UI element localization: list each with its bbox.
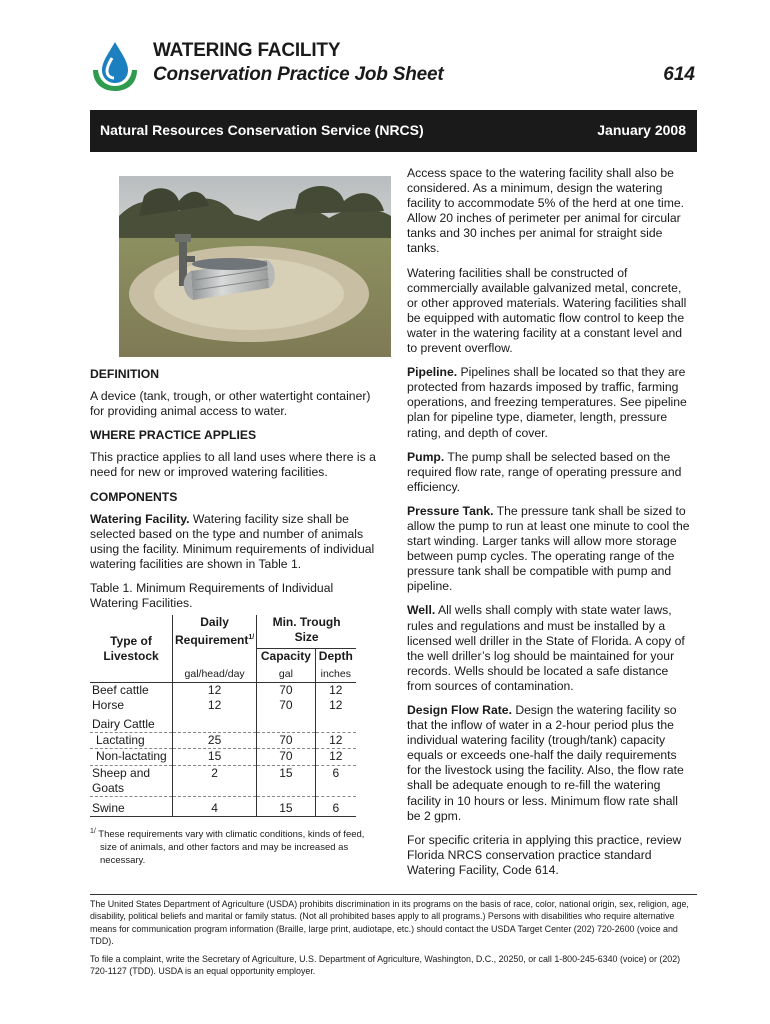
column-header-type: Type of Livestock — [103, 633, 159, 663]
watering-facility-paragraph — [90, 512, 380, 572]
table-row: Swine 4 15 6 — [90, 796, 356, 816]
design-flow-text: Design the watering facility so that the inflow of water in a 2-hour period plus the individual watering facility (trough/tank) capacity equals or exceeds one-half the daily requirements for the livestock using the facility. Also, the flow rate shall be adequate enough to re-fill the watering facility in 10 hours or less. Minimum flow rate shall be 2 gpm. — [407, 703, 684, 823]
page-title: WATERING FACILITY — [153, 40, 341, 61]
page-subtitle: Conservation Practice Job Sheet — [153, 64, 444, 85]
footnote-marker: 1/ — [248, 634, 255, 642]
practice-code: 614 — [663, 64, 695, 85]
pump-lead: Pump. — [407, 449, 445, 464]
pipeline-text: Pipelines shall be located so that they are protected from hazards imposed by traffic, farming operations, and freezing temperatures. See pipeline plan for pipeline type, diameter, length, pressure rating, and depth of cover. — [407, 365, 687, 440]
agency-name: Natural Resources Conservation Service (NRCS) — [100, 122, 424, 138]
nondiscrimination-statement: The United States Department of Agriculture (USDA) prohibits discrimination in its programs on the basis of race, color, national origin, sex, religion, age, disability, political beliefs and marital or family status. (Not all prohibited bases apply to all programs.) Persons with disabilities who require alternative means for communication program information (Braille, large print, audiotape, etc.) should contact the USDA Target Center (202) 720-2600 (voice and TDD). — [90, 899, 689, 947]
well-paragraph — [407, 603, 692, 694]
pipeline-paragraph — [407, 365, 692, 440]
publication-date: January 2008 — [597, 122, 686, 138]
where-practice-applies-text: This practice applies to all land uses where there is a need for new or improved watering facilities. — [90, 450, 376, 480]
watering-facility-text: Watering facility size shall be selected based on the type and number of animals using the facility. Minimum requirements of individual watering facilities are shown in Table 1. — [90, 511, 375, 571]
right-column — [407, 166, 692, 887]
agency-banner — [90, 110, 697, 152]
column-header-daily — [173, 615, 257, 648]
well-text: All wells shall comply with state water laws, rules and regulations and must be installed by a licensed well driller in the State of Florida. A copy of the well driller’s log should be maintained for your records. Wells should be located a safe distance from sources of contamination. — [407, 603, 685, 693]
pressure-tank-lead: Pressure Tank. — [407, 503, 494, 518]
pump-text: The pump shall be selected based on the required flow rate, range of operating pressure and efficiency. — [407, 449, 682, 494]
pump-paragraph — [407, 450, 692, 495]
unit-daily: gal/head/day — [173, 664, 257, 683]
where-practice-applies-heading: WHERE PRACTICE APPLIES — [90, 428, 257, 443]
design-flow-paragraph — [407, 703, 692, 824]
pressure-tank-text: The pressure tank shall be sized to allow the pump to run at least one minute to cool the start winding. Larger tanks will allow more storage between pump cycles. The operating range of the pressure tank shall be compatible with pump and pipeline. — [407, 503, 690, 594]
column-header-trough: Min. Trough Size — [257, 615, 356, 648]
well-lead: Well. — [407, 603, 436, 618]
components-heading: COMPONENTS — [90, 489, 178, 504]
unit-depth: inches — [315, 664, 356, 683]
table-row: Non-lactating 15 70 12 — [90, 749, 356, 765]
definition-heading: DEFINITION — [90, 367, 160, 381]
daily-requirement-label: Daily Requirement — [175, 615, 249, 648]
left-column — [90, 367, 380, 867]
pipeline-lead: Pipeline. — [407, 365, 458, 380]
unit-capacity: gal — [257, 664, 315, 683]
definition-text: A device (tank, trough, or other watertight container) for providing animal access to water. — [90, 389, 371, 419]
criteria-paragraph: For specific criteria in applying this practice, review Florida NRCS conservation practice standard Watering Facility, Code 614. — [407, 832, 682, 877]
footnote-mark: 1/ — [90, 827, 96, 835]
watering-trough-photo — [119, 176, 391, 357]
table-row: Sheep and Goats 2 15 6 — [90, 765, 356, 796]
pressure-tank-paragraph — [407, 504, 692, 595]
complaint-statement: To file a complaint, write the Secretary of Agriculture, U.S. Department of Agriculture, Washington, D.C., 20250, or call 1-800-245-6340 (voice) or (202) 720-1127 (TDD). USDA is an equal opportunity employer. — [90, 953, 681, 977]
table-row: Horse 12 70 12 — [90, 698, 356, 717]
water-drop-icon — [90, 40, 140, 92]
construction-paragraph: Watering facilities shall be constructed of commercially available galvanized metal, concrete, or other approved materials. Watering facilities shall be equipped with automatic flow control to keep the water in the watering facility at a constant level and to prevent overflow. — [407, 265, 687, 356]
table-caption: Table 1. Minimum Requirements of Individual Watering Facilities. — [90, 581, 334, 611]
footer — [90, 898, 690, 982]
design-flow-lead: Design Flow Rate. — [407, 703, 512, 717]
watering-facility-lead: Watering Facility. — [90, 511, 190, 526]
table-row: Lactating 25 70 12 — [90, 733, 356, 749]
table-row: Dairy Cattle — [90, 717, 356, 733]
table-footnote — [90, 825, 380, 867]
column-header-capacity: Capacity — [257, 648, 315, 664]
access-space-paragraph: Access space to the watering facility shall also be considered. As a minimum, design the watering facility to accommodate 5% of the herd at one time. Allow 20 inches of perimeter per animal for circular tanks and 30 inches per animal for straight side tanks. — [407, 166, 685, 256]
requirements-table — [90, 615, 356, 817]
column-header-depth: Depth — [315, 648, 356, 664]
table-row: Beef cattle 12 70 12 — [90, 683, 356, 699]
footer-divider — [90, 894, 697, 895]
footnote-text: These requirements vary with climatic conditions, kinds of feed, size of animals, and other factors and may be increased as necessary. — [95, 829, 365, 866]
